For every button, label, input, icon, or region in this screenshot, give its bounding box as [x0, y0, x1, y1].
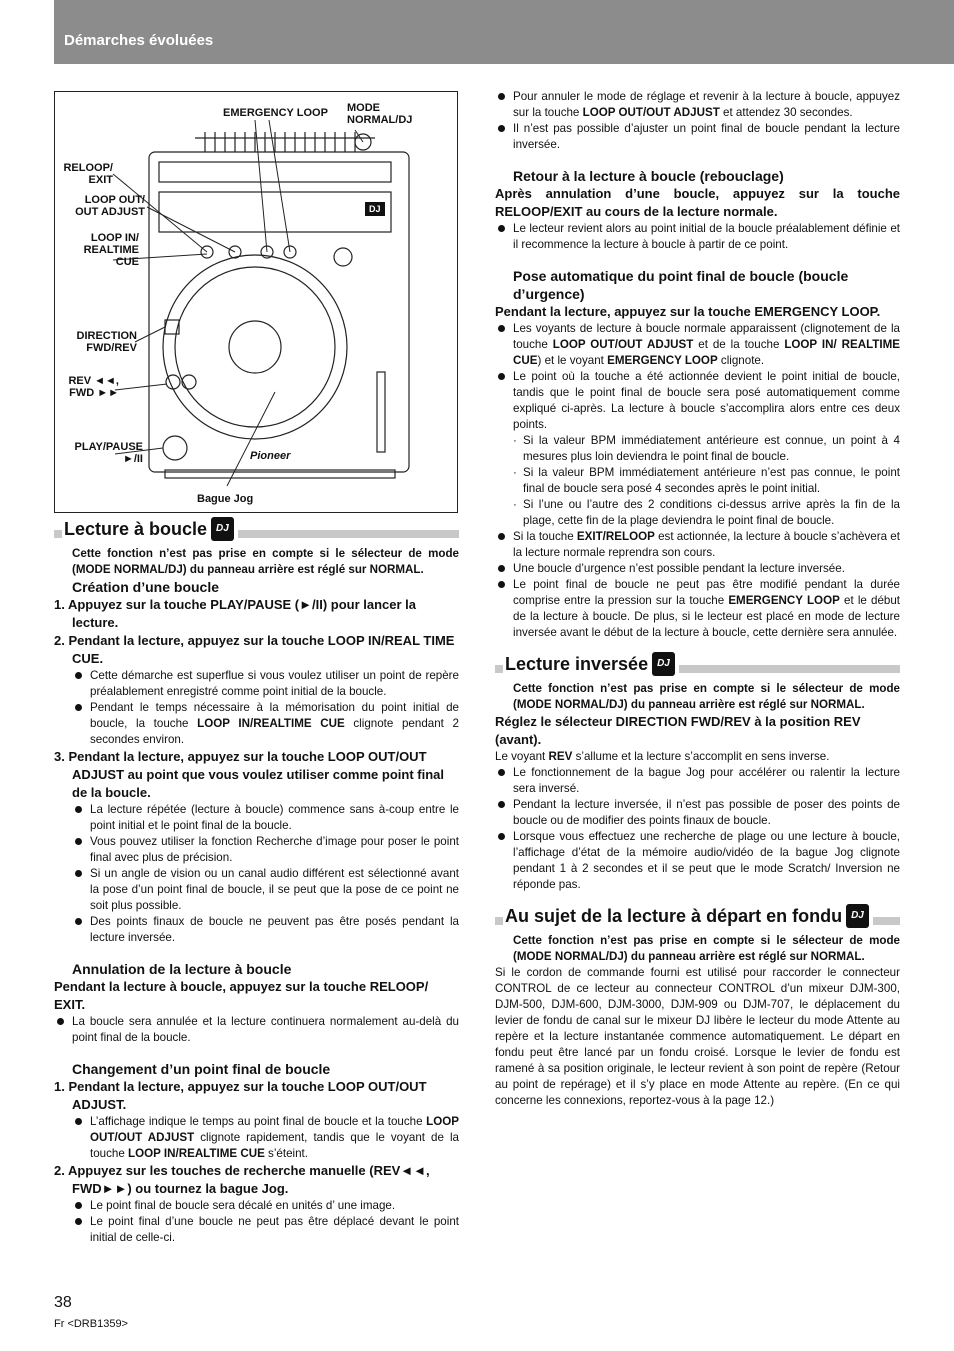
- sub-list-item: [495, 497, 900, 529]
- bullet-icon: [75, 918, 82, 925]
- bullet-icon: [75, 672, 82, 679]
- top-vents: [195, 132, 375, 152]
- list-item: [495, 577, 900, 641]
- bullet-icon: [498, 565, 505, 572]
- dash-icon: ·: [513, 466, 517, 479]
- list-item: [54, 700, 459, 748]
- device-body: [149, 152, 409, 472]
- reloop-title: Retour à la lecture à boucle (rebouclage): [513, 168, 784, 184]
- device-figure: [54, 91, 458, 513]
- jog-ring-inner: [175, 267, 335, 427]
- list-item: [54, 668, 459, 700]
- tray-slot: [159, 162, 391, 182]
- bullet-text: Pour annuler le mode de réglage et revenir à la lecture à boucle, appuyez sur la touche: [513, 90, 900, 119]
- bullet-text: Des points finaux de boucle ne peuvent pas être posés pendant la lecture inversée.: [90, 915, 459, 944]
- dj-icon: DJ: [846, 904, 869, 928]
- bullet-text: La boucle sera annulée et la lecture continuera normalement au-delà du point final de la boucle.: [72, 1015, 459, 1044]
- bullet-icon: [75, 838, 82, 845]
- bullet-text: clignote rapidement, tandis que le voyant de la touche: [90, 1131, 459, 1160]
- section-title-text: Au sujet de la lecture à départ en fondu: [505, 906, 843, 926]
- inverse-instruction: Réglez le sélecteur DIRECTION FWD/REV à la position REV (avant).: [495, 714, 861, 747]
- pose-title: Pose automatique du point final de boucle (boucle d’urgence): [513, 268, 849, 302]
- bullet-icon: [75, 704, 82, 711]
- page-code: Fr <DRB1359>: [54, 1318, 128, 1330]
- bullet-icon: [75, 1202, 82, 1209]
- dj-icon: DJ: [211, 517, 234, 541]
- change-step-1: 1. Pendant la lecture, appuyez sur la touche LOOP OUT/OUT ADJUST.: [54, 1079, 427, 1112]
- sub-item-text: Si l’une ou l’autre des 2 conditions ci-dessus arrive après la fin de la plage, cette fin de la plage deviendra le point final de boucle.: [523, 498, 900, 527]
- bullet-text: Le lecteur revient alors au point initial de la boucle préalablement définie et il recommence la lecture à boucle à partir de ce point.: [513, 222, 900, 251]
- dj-icon: DJ: [652, 652, 675, 676]
- list-item: [495, 89, 900, 121]
- section-inverse: [495, 653, 900, 677]
- bullet-text: Le point final de boucle ne peut pas être modifié pendant la durée comprise entre la pression sur la touche: [513, 578, 900, 607]
- list-item: [495, 321, 900, 369]
- paragraph-text: Le voyant: [495, 750, 549, 763]
- list-item: [495, 221, 900, 253]
- right-column: [495, 89, 900, 1109]
- dj-badge: DJ: [365, 202, 385, 216]
- sub-list-item: [495, 465, 900, 497]
- inverse-note: Cette fonction n’est pas prise en compte si le sélecteur de mode (MODE NORMAL/DJ) du panneau arrière est réglé sur NORMAL.: [513, 682, 900, 711]
- bullet-icon: [498, 801, 505, 808]
- knob-tempo: [334, 248, 352, 266]
- bullet-text: Une boucle d’urgence n’est possible pendant la lecture inversée.: [513, 562, 845, 575]
- sub-item-text: Si la valeur BPM immédiatement antérieure n’est pas connue, le point final de boucle sera posé 4 secondes après le point initial.: [523, 466, 900, 495]
- fondu-paragraph: Si le cordon de commande fourni est utilisé pour raccorder le connecteur CONTROL de ce lecteur au connecteur CONTROL d’un mixeur DJM-300, DJM-500, DJM-600, DJM-3000, DJM-909 ou DJM-707, le déplacement du levier de fondu de canal sur le mixeur DJ libère le lecteur du mode Attente au repère et la lecture instantanée commence automatiquement. Le départ en fondu peut être lancé par un fondu croisé. Lorsque le levier de fondu est ramené à sa position originale, le lecteur revient à son point de repère (Retour au point de repérage) et il s’y place en mode Attente au repère. (En ce qui concerne les connexions, reportez-vous à la page 12.): [495, 966, 900, 1107]
- dash-icon: ·: [513, 498, 517, 511]
- list-item: [495, 797, 900, 829]
- bullet-text: Si un angle de vision ou un canal audio différent est sélectionné avant la pose d’un point final de boucle, il se peut que la pose de ce point ne soit plus possible.: [90, 867, 459, 912]
- bullet-icon: [75, 870, 82, 877]
- bullet-text: Les voyants de lecture à boucle normale apparaissent (clignotement de la touche: [513, 322, 900, 351]
- bullet-text: est actionnée, la lecture à boucle s’achèvera et la lecture normale reprendra son cours.: [513, 530, 900, 559]
- bullet-text: Cette démarche est superflue si vous voulez utiliser un point de repère préalablement enregistré comme point initial de la boucle.: [90, 669, 459, 698]
- bullet-text: Lorsque vous effectuez une recherche de plage ou une lecture à boucle, l’affichage d’état de la mémoire audio/vidéo de la bague Jog clignote pendant 1 à 2 secondes et il se peut que le mode Scratch/ Inversion ne réponde pas.: [513, 830, 900, 891]
- dash-icon: ·: [513, 434, 517, 447]
- bullet-text: et le début de la lecture à boucle. De plus, si le lecteur est placé en mode de lecture inversée avant le début de la lecture à boucle, cette dernière sera annulée.: [513, 594, 901, 639]
- bullet-text: Il n’est pas possible d’ajuster un point final de boucle pendant la lecture inversée.: [513, 122, 900, 151]
- list-item: [54, 1214, 459, 1246]
- bullet-text: clignote pendant 2 secondes environ.: [90, 717, 459, 746]
- section-title-fondu: [503, 905, 873, 929]
- list-item: [495, 529, 900, 561]
- bullet-text: et attendez 30 secondes.: [719, 106, 853, 119]
- label-reloop-exit: RELOOP/ EXIT: [63, 162, 113, 186]
- section-title: Démarches évoluées: [64, 32, 214, 49]
- btn-play: [163, 436, 187, 460]
- list-item: [54, 834, 459, 866]
- section-title-inverse: [503, 653, 679, 677]
- bullet-text: Pendant la lecture inversée, il n’est pas possible de poser des points de boucle ou de modifier des points finaux de boucle.: [513, 798, 900, 827]
- bullet-text: Pendant le temps nécessaire à la mémorisation du point initial de boucle, la touche: [90, 701, 459, 730]
- list-item: [495, 121, 900, 153]
- list-item: [54, 866, 459, 914]
- key-name: LOOP IN/REALTIME CUE: [128, 1147, 265, 1160]
- list-item: [54, 914, 459, 946]
- key-name: EMERGENCY LOOP: [607, 354, 718, 367]
- tempo-slider: [377, 372, 385, 452]
- list-item: [54, 1198, 459, 1214]
- left-column: [54, 512, 459, 1246]
- label-bague-jog: Bague Jog: [197, 493, 254, 505]
- bullet-text: Le fonctionnement de la bague Jog pour accélérer ou ralentir la lecture sera inversé.: [513, 766, 900, 795]
- label-loop-in-realtime-cue: LOOP IN/ REALTIME CUE: [83, 232, 139, 268]
- page-number: 38: [54, 1294, 72, 1311]
- bullet-icon: [75, 806, 82, 813]
- bullet-text: ) et le voyant: [537, 354, 608, 367]
- list-item: [495, 369, 900, 433]
- pose-instruction: Pendant la lecture, appuyez sur la touche EMERGENCY LOOP.: [495, 304, 881, 319]
- annulation-title: Annulation de la lecture à boucle: [72, 961, 292, 977]
- section-loop: [54, 518, 459, 542]
- btn-rev: [166, 375, 180, 389]
- section-title-text: Lecture à boucle: [64, 519, 208, 539]
- list-item: [54, 1014, 459, 1046]
- key-name: LOOP OUT/OUT ADJUST: [552, 338, 694, 351]
- bullet-text: s’éteint.: [264, 1147, 308, 1160]
- label-mode-normal-dj: MODE NORMAL/DJ: [347, 102, 413, 126]
- annulation-instruction: Pendant la lecture à boucle, appuyez sur la touche RELOOP/ EXIT.: [54, 979, 429, 1012]
- bullet-icon: [498, 93, 505, 100]
- bullet-icon: [57, 1018, 64, 1025]
- bullet-text: Le point final d’une boucle ne peut pas être déplacé devant le point initial de celle-ci.: [90, 1215, 459, 1244]
- change-step-2: 2. Appuyez sur les touches de recherche manuelle (REV◄◄, FWD►►) ou tournez la bague Jog.: [54, 1163, 430, 1196]
- bullet-text: Si la touche: [513, 530, 577, 543]
- key-name: LOOP IN/REALTIME CUE: [197, 717, 345, 730]
- jog-ring: [163, 255, 347, 439]
- sub-list-item: [495, 433, 900, 465]
- label-loop-out-adjust: LOOP OUT/ OUT ADJUST: [75, 194, 145, 218]
- paragraph-text: s’allume et la lecture s’accomplit en sens inverse.: [572, 750, 830, 763]
- brand-logo: Pioneer: [250, 450, 291, 462]
- list-item: [54, 802, 459, 834]
- section-header-bar: [54, 0, 954, 64]
- section-title-text: Lecture inversée: [505, 654, 649, 674]
- bullet-text: L’affichage indique le temps au point final de boucle et la touche: [90, 1115, 427, 1128]
- bullet-icon: [75, 1218, 82, 1225]
- bullet-text: et de la touche: [693, 338, 785, 351]
- bullet-icon: [498, 125, 505, 132]
- jog-center: [229, 321, 281, 373]
- creation-title: Création d’une boucle: [72, 579, 220, 595]
- list-item: [54, 1114, 459, 1162]
- bullet-icon: [498, 373, 505, 380]
- key-name: EXIT/RELOOP: [576, 530, 655, 543]
- section-title-loop: [62, 518, 238, 542]
- step-1: 1. Appuyez sur la touche PLAY/PAUSE (►/II) pour lancer la lecture.: [54, 597, 417, 630]
- loop-note: Cette fonction n’est pas prise en compte si le sélecteur de mode (MODE NORMAL/DJ) du panneau arrière est réglé sur NORMAL.: [72, 547, 459, 576]
- key-name: LOOP OUT/OUT ADJUST: [582, 106, 720, 119]
- bullet-icon: [498, 533, 505, 540]
- list-item: [495, 829, 900, 893]
- reloop-instruction: Après annulation d’une boucle, appuyez sur la touche RELOOP/EXIT au cours de la lecture normale.: [495, 186, 900, 219]
- label-emergency-loop: EMERGENCY LOOP: [223, 107, 328, 119]
- key-name: LOOP OUT/OUT ADJUST: [90, 1115, 459, 1144]
- bullet-icon: [498, 225, 505, 232]
- step-3: 3. Pendant la lecture, appuyez sur la touche LOOP OUT/OUT ADJUST au point que vous voulez utiliser comme point final de la boucle.: [54, 749, 444, 800]
- label-direction-fwd-rev: DIRECTION FWD/REV: [76, 330, 137, 354]
- fondu-note: Cette fonction n’est pas prise en compte si le sélecteur de mode (MODE NORMAL/DJ) du panneau arrière est réglé sur NORMAL.: [513, 934, 900, 963]
- bullet-text: La lecture répétée (lecture à boucle) commence sans à-coup entre le point initial et le point final de la boucle.: [90, 803, 459, 832]
- bullet-icon: [75, 1118, 82, 1125]
- section-fondu: [495, 905, 900, 929]
- label-rev-fwd: REV ◄◄, FWD ►►: [68, 375, 119, 399]
- btn-fwd: [182, 375, 196, 389]
- bullet-text: Le point final de boucle sera décalé en unités d’ une image.: [90, 1199, 396, 1212]
- step-2: 2. Pendant la lecture, appuyez sur la touche LOOP IN/REAL TIME CUE.: [54, 633, 455, 666]
- bullet-icon: [498, 325, 505, 332]
- inverse-paragraph: [495, 749, 900, 765]
- key-name: EMERGENCY LOOP: [728, 594, 840, 607]
- key-name: LOOP IN/ REALTIME CUE: [513, 338, 900, 367]
- change-title: Changement d’un point final de boucle: [72, 1061, 331, 1077]
- bullet-icon: [498, 769, 505, 776]
- display-panel: [159, 192, 391, 232]
- device-base: [165, 470, 395, 478]
- label-play-pause: PLAY/PAUSE ►/II: [74, 441, 143, 465]
- bullet-text: Vous pouvez utiliser la fonction Recherche d’image pour poser le point final avec plus de précision.: [90, 835, 459, 864]
- key-name: REV: [548, 750, 573, 763]
- bullet-text: Le point où la touche a été actionnée devient le point initial de boucle, tandis que le point final de boucle sera posé automatiquement comme expliqué ci-après. La lecture à boucle s’accomplira alors entre ces deux points.: [513, 370, 900, 431]
- bullet-icon: [498, 581, 505, 588]
- list-item: [495, 561, 900, 577]
- bullet-icon: [498, 833, 505, 840]
- sub-item-text: Si la valeur BPM immédiatement antérieure est connue, un point à 4 mesures plus loin deviendra le point final de boucle.: [523, 434, 900, 463]
- list-item: [495, 765, 900, 797]
- bullet-text: clignote.: [717, 354, 765, 367]
